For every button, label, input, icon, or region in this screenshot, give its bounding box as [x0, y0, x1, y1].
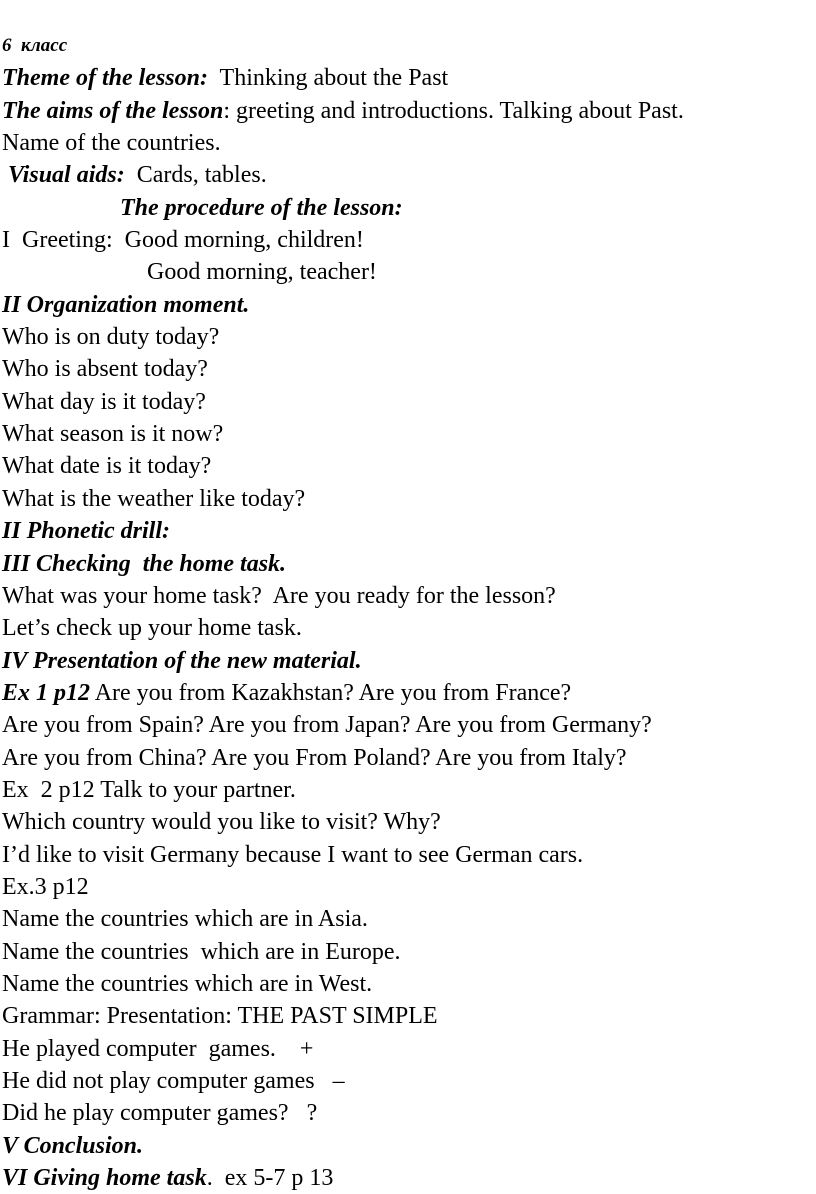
organization-question: Who is on duty today?	[2, 324, 220, 351]
presentation-line: Name the countries which are in Asia.	[2, 906, 368, 933]
organization-question: What is the weather like today?	[2, 485, 306, 512]
presentation-line: Are you from Spain? Are you from Japan? Are you from Germany?	[2, 712, 652, 739]
presentation-line: He played computer games. +	[2, 1035, 314, 1062]
presentation-line: I’d like to visit Germany because I want to see German cars.	[2, 841, 584, 868]
presentation-line: Name the countries which are in Europe.	[2, 938, 401, 965]
conclusion-heading: V Conclusion.	[2, 1132, 143, 1159]
greeting-line-1: I Greeting: Good morning, children!	[2, 227, 364, 254]
organization-question: What date is it today?	[2, 453, 212, 480]
class-label: 6 класс	[2, 35, 68, 56]
presentation-line: He did not play computer games –	[2, 1068, 345, 1094]
aims-line	[0, 95, 816, 127]
homework-check-line: Let’s check up your home task.	[2, 615, 302, 642]
visual-aids-value: Cards, tables.	[124, 162, 267, 189]
theme-line	[0, 62, 816, 94]
home-task-label: VI Giving home task	[2, 1165, 207, 1192]
presentation-line: Name the countries which are in West.	[2, 970, 373, 997]
presentation-heading: IV Presentation of the new material.	[2, 647, 362, 674]
greeting-line-2: Good morning, teacher!	[147, 259, 377, 286]
organization-question: What season is it now?	[2, 421, 224, 448]
home-task-line	[0, 1162, 816, 1194]
theme-label: Theme of the lesson:	[2, 65, 208, 92]
phonetic-heading: II Phonetic drill:	[2, 518, 171, 545]
visual-aids-label: Visual aids:	[8, 162, 125, 189]
exercise-1-line	[0, 677, 816, 709]
homework-check-line: What was your home task? Are you ready for the lesson?	[2, 582, 556, 609]
exercise-1-label: Ex 1 p12	[2, 679, 91, 706]
exercise-1-text: Are you from Kazakhstan? Are you from France?	[90, 679, 572, 706]
presentation-line: Did he play computer games? ?	[2, 1100, 318, 1127]
homework-check-heading: III Checking the home task.	[2, 550, 287, 577]
aims-value: : greeting and introductions. Talking about Past.	[223, 97, 684, 124]
lesson-plan-document	[0, 30, 816, 1194]
presentation-line: Ex.3 p12	[2, 873, 89, 900]
presentation-line: Ex 2 p12 Talk to your partner.	[2, 776, 296, 803]
organization-question: Who is absent today?	[2, 356, 208, 383]
presentation-line: Are you from China? Are you From Poland? Are you from Italy?	[2, 744, 627, 771]
theme-value: Thinking about the Past	[207, 65, 449, 92]
aims-continuation: Name of the countries.	[2, 130, 221, 157]
organization-question: What day is it today?	[2, 388, 206, 415]
aims-label: The aims of the lesson	[2, 97, 224, 124]
presentation-line: Which country would you like to visit? Why?	[2, 809, 441, 836]
presentation-line: Grammar: Presentation: THE PAST SIMPLE	[2, 1003, 438, 1030]
visual-aids-line	[0, 159, 816, 191]
procedure-heading: The procedure of the lesson:	[120, 194, 403, 221]
home-task-value: . ex 5-7 p 13	[206, 1165, 334, 1192]
organization-heading: II Organization moment.	[2, 291, 250, 318]
